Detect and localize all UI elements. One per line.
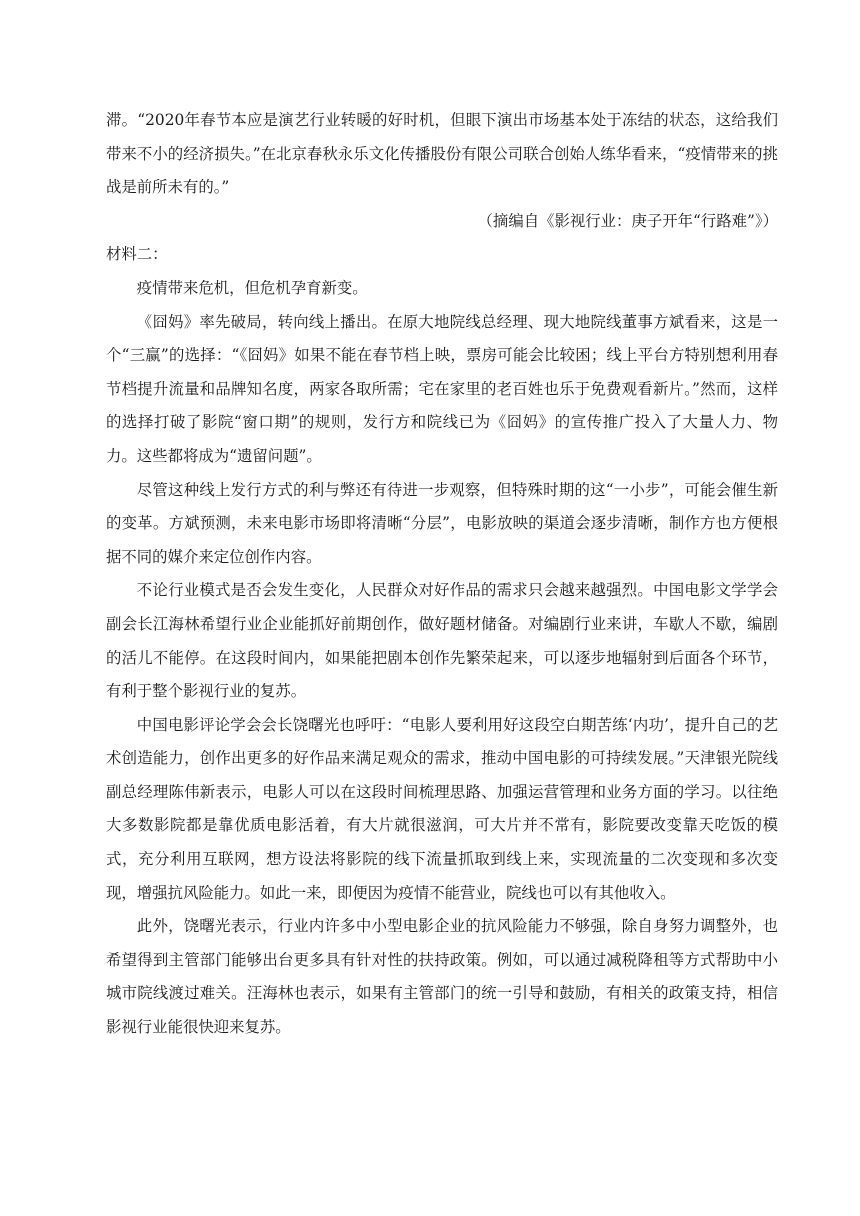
paragraph-2: 《囧妈》率先破局，转向线上播出。在原大地院线总经理、现大地院线董事方斌看来，这是一个“三赢”的选择：“《囧妈》如果不能在春节档上映，票房可能会比较困；线上平台方特别想利用春节档提升流量和品牌知名度，两家各取所需；宅在家里的老百姓也乐于免费观看新片。”然而，这样的选择打破了影院“窗口期”的规则，发行方和院线已为《囧妈》的宣传推广投入了大量人力、物力。这些都将成为“遗留问题”。	[106, 312, 778, 465]
source-note: （摘编自《影视行业：庚子开年“行路难”》）	[477, 211, 778, 230]
section-heading: 材料二：	[106, 245, 168, 264]
paragraph-6: 此外，饶曙光表示，行业内许多中小型电影企业的抗风险能力不够强，除自身努力调整外，也希望得到主管部门能够出台更多具有针对性的扶持政策。例如，可以通过减税降租等方式帮助中小城市院线渡过难关。汪海林也表示，如果有主管部门的统一引导和鼓励，有相关的政策支持，相信影视行业能很快迎来复苏。	[106, 917, 778, 1037]
paragraph-3: 尽管这种线上发行方式的利与弊还有待进一步观察，但特殊时期的这“一小步”，可能会催生新的变革。方斌预测，未来电影市场即将清晰“分层”，电影放映的渠道会逐步清晰，制作方也方便根据不同的媒介来定位创作内容。	[106, 480, 778, 566]
opening-paragraph: 滞。“2020年春节本应是演艺行业转暖的好时机，但眼下演出市场基本处于冻结的状态，这给我们带来不小的经济损失。”在北京春秋永乐文化传播股份有限公司联合创始人练华看来，“疫情带来的挑战是前所未有的。”	[106, 111, 778, 197]
document-page	[106, 104, 778, 1045]
paragraph-5: 中国电影评论学会会长饶曙光也呼吁：“电影人要利用好这段空白期苦练‘内功’，提升自己的艺术创造能力，创作出更多的好作品来满足观众的需求，推动中国电影的可持续发展。”天津银光院线副总经理陈伟新表示，电影人可以在这段时间梳理思路、加强运营管理和业务方面的学习。以往绝大多数影院都是靠优质电影活着，有大片就很滋润，可大片并不常有，影院要改变靠天吃饭的模式，充分利用互联网，想方设法将影院的线下流量抓取到线上来，实现流量的二次变现和多次变现，增强抗风险能力。如此一来，即便因为疫情不能营业，院线也可以有其他收入。	[106, 715, 778, 902]
paragraph-1: 疫情带来危机，但危机孕育新变。	[136, 278, 368, 297]
paragraph-4: 不论行业模式是否会发生变化，人民群众对好作品的需求只会越来越强烈。中国电影文学学会副会长江海林希望行业企业能抓好前期创作，做好题材储备。对编剧行业来讲，车歇人不歇，编剧的活儿不能停。在这段时间内，如果能把剧本创作先繁荣起来，可以逐步地辐射到后面各个环节，有利于整个影视行业的复苏。	[106, 581, 778, 701]
